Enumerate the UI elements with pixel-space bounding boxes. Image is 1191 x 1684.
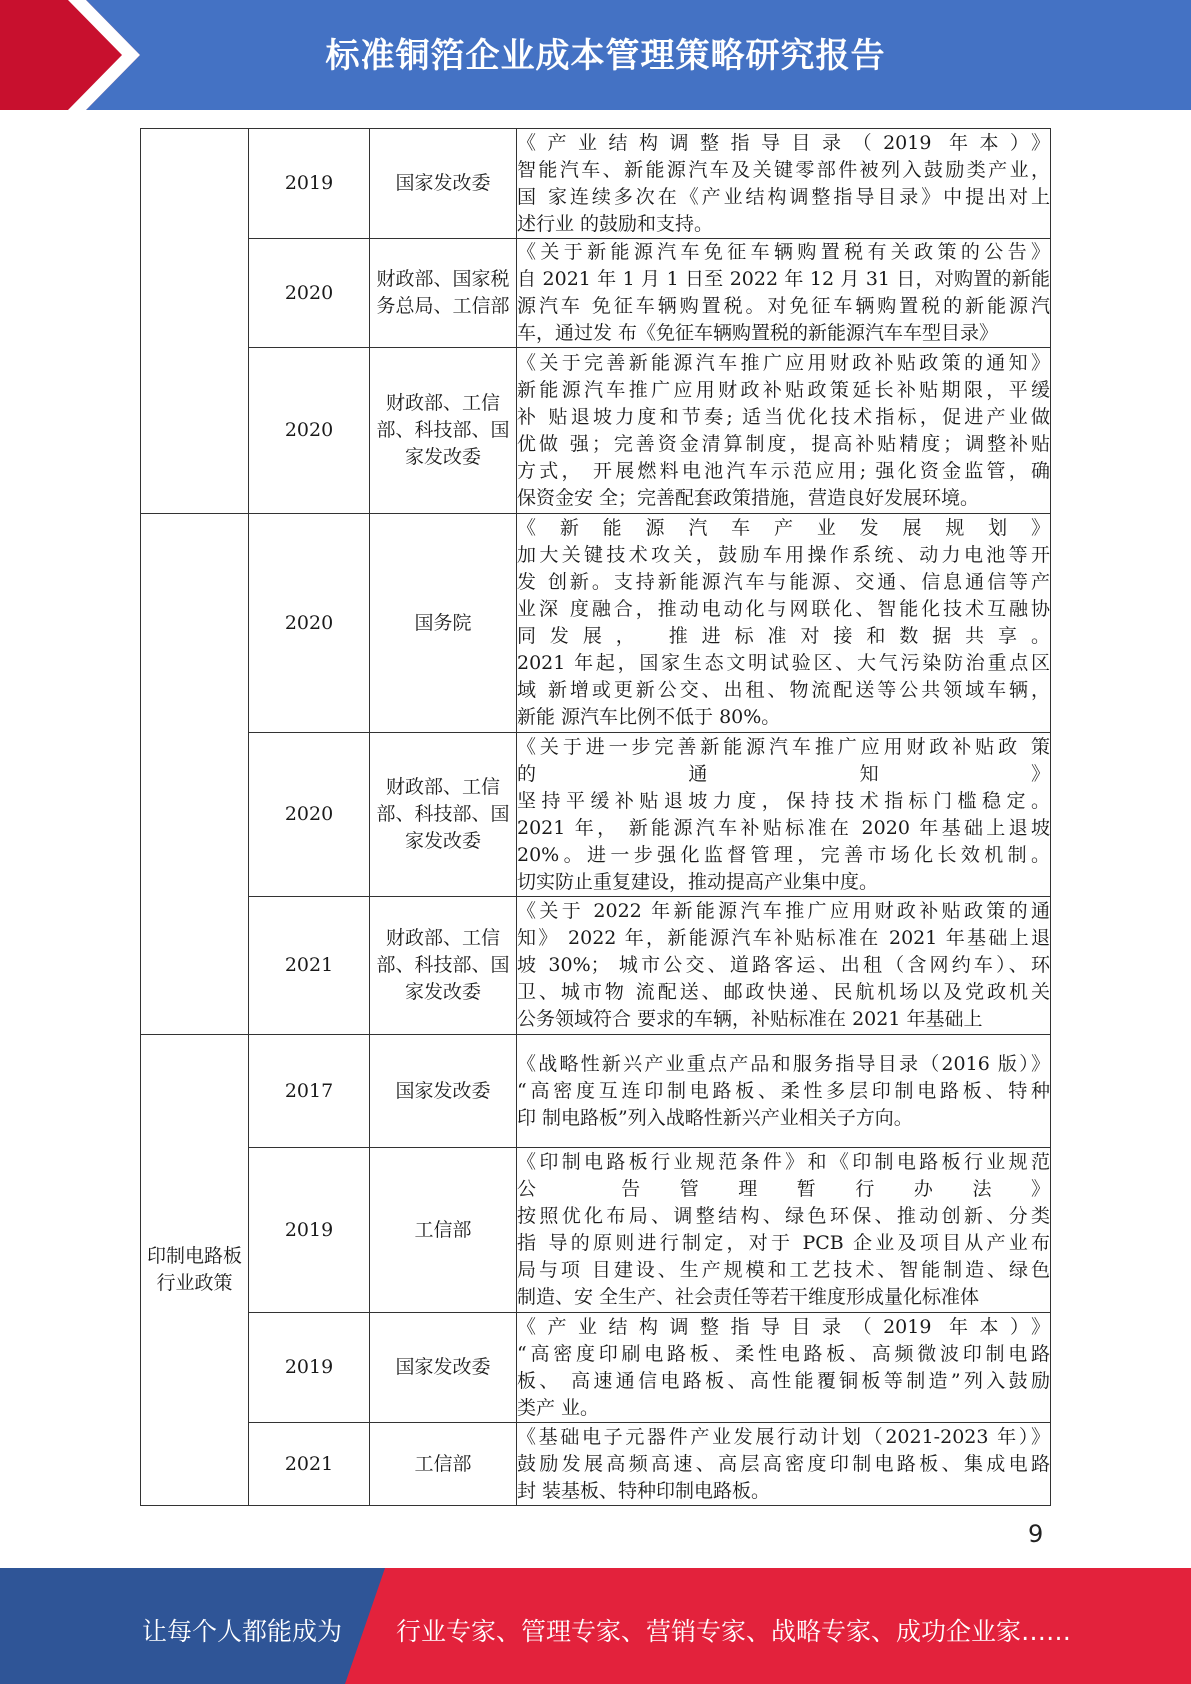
description-line: 方式， 开展燃料电池汽车示范应用; 强化资金监管，确 xyxy=(517,459,1050,482)
department-cell: 国务院 xyxy=(370,514,517,733)
department-cell: 财政部、工信部、科技部、国 家发改委 xyxy=(370,733,517,897)
description-line: 切实防止重复建设，推动提高产业集中度。 xyxy=(517,870,879,893)
policy-description xyxy=(517,897,1051,1035)
table-row xyxy=(141,733,1051,897)
description-line: 保资金安 全；完善配套政策措施，营造良好发展环境。 xyxy=(517,486,980,509)
description-line: “高密度印刷电路板、柔性电路板、高频微波印制电路 xyxy=(517,1342,1050,1365)
table-row xyxy=(141,129,1051,239)
department-cell: 工信部 xyxy=(370,1148,517,1313)
policy-description xyxy=(517,1035,1051,1148)
year-cell: 2019 xyxy=(249,129,370,239)
year-cell: 2019 xyxy=(249,1313,370,1423)
description-line: 补 贴退坡力度和节奏; 适当优化技术指标，促进产业做 xyxy=(517,405,1050,428)
policy-description xyxy=(517,1313,1051,1423)
year-cell: 2017 xyxy=(249,1035,370,1148)
description-line: 《关于进一步完善新能源汽车推广应用财政补贴政 策 xyxy=(517,735,1050,758)
description-line: 发 创新。支持新能源汽车与能源、交通、信息通信等产 xyxy=(517,571,1050,593)
department-cell: 工信部 xyxy=(370,1423,517,1506)
description-line: 鼓励发展高频高速、高层高密度印制电路板、集成电路 xyxy=(517,1452,1050,1475)
description-line: 指 导的原则进行制定，对于 PCB 企业及项目从产业布 xyxy=(517,1232,1050,1254)
description-line: 《产业结构调整指导目录（2019 年本）》 xyxy=(517,1315,1050,1338)
description-line: 新能源汽车推广应用财政补贴政策延长补贴期限，平缓 xyxy=(517,378,1050,401)
description-line: 《关于完善新能源汽车推广应用财政补贴政策的通知》 xyxy=(517,351,1050,374)
category-cell xyxy=(141,514,249,1035)
description-line: 优做 强；完善资金清算制度，提高补贴精度；调整补贴 xyxy=(517,432,1050,455)
description-line: 印 制电路板”列入战略性新兴产业相关子方向。 xyxy=(517,1106,913,1129)
description-line: 封 装基板、特种印制电路板。 xyxy=(517,1479,771,1502)
description-line: 国 家连续多次在《产业结构调整指导目录》中提出对上 xyxy=(517,185,1050,208)
description-line: 坡 30%； 城市公交、道路客运、出租（含网约车）、环 xyxy=(517,954,1050,976)
description-line: 板、 高速通信电路板、高性能覆铜板等制造”列入鼓励 xyxy=(517,1369,1050,1392)
description-line: 源汽车 免征车辆购置税。对免征车辆购置税的新能源汽 xyxy=(517,295,1050,317)
description-line: 类产 业。 xyxy=(517,1396,600,1419)
description-line: 《印制电路板行业规范条件》和《印制电路板行业规范 xyxy=(517,1151,1050,1173)
department-cell: 财政部、工信部、科技部、国 家发改委 xyxy=(370,897,517,1035)
table-row xyxy=(141,897,1051,1035)
description-line: 《关于新能源汽车免征车辆购置税有关政策的公告》 xyxy=(517,241,1050,263)
description-line: 域 新增或更新公交、出租、物流配送等公共领域车辆， xyxy=(517,679,1050,701)
description-line: 同发展， 推进标准对接和数据共享。 xyxy=(517,625,1050,647)
table-row xyxy=(141,239,1051,348)
department-cell: 国家发改委 xyxy=(370,129,517,239)
description-line: 业深 度融合，推动电动化与网联化、智能化技术互融协 xyxy=(517,598,1050,620)
year-cell: 2020 xyxy=(249,239,370,348)
description-line: 卫、城市物 流配送、邮政快递、民航机场以及党政机关 xyxy=(517,981,1050,1003)
year-cell: 2021 xyxy=(249,897,370,1035)
description-line: 制造、安 全生产、社会责任等若干维度形成量化标准体 xyxy=(517,1286,980,1308)
year-cell: 2020 xyxy=(249,733,370,897)
table-row xyxy=(141,1148,1051,1313)
department-cell: 财政部、工信部、科技部、国 家发改委 xyxy=(370,348,517,514)
year-cell: 2021 xyxy=(249,1423,370,1506)
description-line: 的通知》 xyxy=(517,762,1050,785)
department-cell: 国家发改委 xyxy=(370,1035,517,1148)
footer-slogan-right: 行业专家、管理专家、营销专家、战略专家、成功企业家…… xyxy=(396,1617,1072,1646)
description-line: 《关于 2022 年新能源汽车推广应用财政补贴政策的通 xyxy=(517,900,1050,922)
year-cell: 2020 xyxy=(249,514,370,733)
description-line: 加大关键技术攻关，鼓励车用操作系统、动力电池等开 xyxy=(517,544,1050,566)
description-line: 坚持平缓补贴退坡力度，保持技术指标门槛稳定。 xyxy=(517,789,1050,812)
description-line: 新能 源汽车比例不低于 80%。 xyxy=(517,706,781,728)
description-line: 公 告管理暂行办法》 xyxy=(517,1178,1050,1200)
table-row xyxy=(141,1313,1051,1423)
policy-table xyxy=(140,128,1051,1506)
description-line: 智能汽车、新能源汽车及关键零部件被列入鼓励类产业， xyxy=(517,158,1050,181)
policy-description xyxy=(517,239,1051,348)
description-line: 2021 年起，国家生态文明试验区、大气污染防治重点区 xyxy=(517,652,1050,674)
description-line: 知》 2022 年，新能源汽车补贴标准在 2021 年基础上退 xyxy=(517,927,1050,949)
report-title: 标准铜箔企业成本管理策略研究报告 xyxy=(325,36,886,76)
description-line: “高密度互连印制电路板、柔性多层印制电路板、特种 xyxy=(517,1079,1050,1102)
department-cell: 国家发改委 xyxy=(370,1313,517,1423)
description-line: 按照优化布局、调整结构、绿色环保、推动创新、分类 xyxy=(517,1205,1050,1227)
description-line: 《新能源汽车产业发展规划》 xyxy=(517,517,1050,539)
page-header xyxy=(0,0,1191,110)
year-cell: 2020 xyxy=(249,348,370,514)
description-line: 局与项 目建设、生产规模和工艺技术、智能制造、绿色 xyxy=(517,1259,1050,1281)
category-cell xyxy=(141,129,249,514)
table-row xyxy=(141,1423,1051,1506)
footer-slogan-left: 让每个人都能成为 xyxy=(142,1617,343,1646)
description-line: 20%。进一步强化监督管理，完善市场化长效机制。 xyxy=(517,843,1050,866)
description-line: 自 2021 年 1 月 1 日至 2022 年 12 月 31 日，对购置的新能 xyxy=(517,268,1050,290)
description-line: 2021 年， 新能源汽车补贴标准在 2020 年基础上退坡 xyxy=(517,816,1050,839)
policy-description xyxy=(517,514,1051,733)
page-footer xyxy=(0,1568,1191,1684)
department-cell: 财政部、国家税务总局、工信部 xyxy=(370,239,517,348)
description-line: 《战略性新兴产业重点产品和服务指导目录（2016 版）》 xyxy=(517,1052,1050,1075)
description-line: 《产业结构调整指导目录（2019 年本）》 xyxy=(517,131,1050,154)
policy-description xyxy=(517,1148,1051,1313)
description-line: 述行业 的鼓励和支持。 xyxy=(517,212,714,235)
table-row xyxy=(141,514,1051,733)
page-number: 9 xyxy=(1028,1520,1044,1548)
policy-description xyxy=(517,1423,1051,1506)
description-line: 车，通过发 布《免征车辆购置税的新能源汽车车型目录》 xyxy=(517,322,999,344)
year-cell: 2019 xyxy=(249,1148,370,1313)
table-row xyxy=(141,348,1051,514)
policy-description xyxy=(517,348,1051,514)
description-line: 公务领域符合 要求的车辆，补贴标准在 2021 年基础上 xyxy=(517,1008,983,1030)
category-cell: 印制电路板行业政策 xyxy=(141,1035,249,1506)
policy-description xyxy=(517,733,1051,897)
table-row xyxy=(141,1035,1051,1148)
policy-description xyxy=(517,129,1051,239)
description-line: 《基础电子元器件产业发展行动计划（2021-2023 年）》 xyxy=(517,1425,1050,1448)
